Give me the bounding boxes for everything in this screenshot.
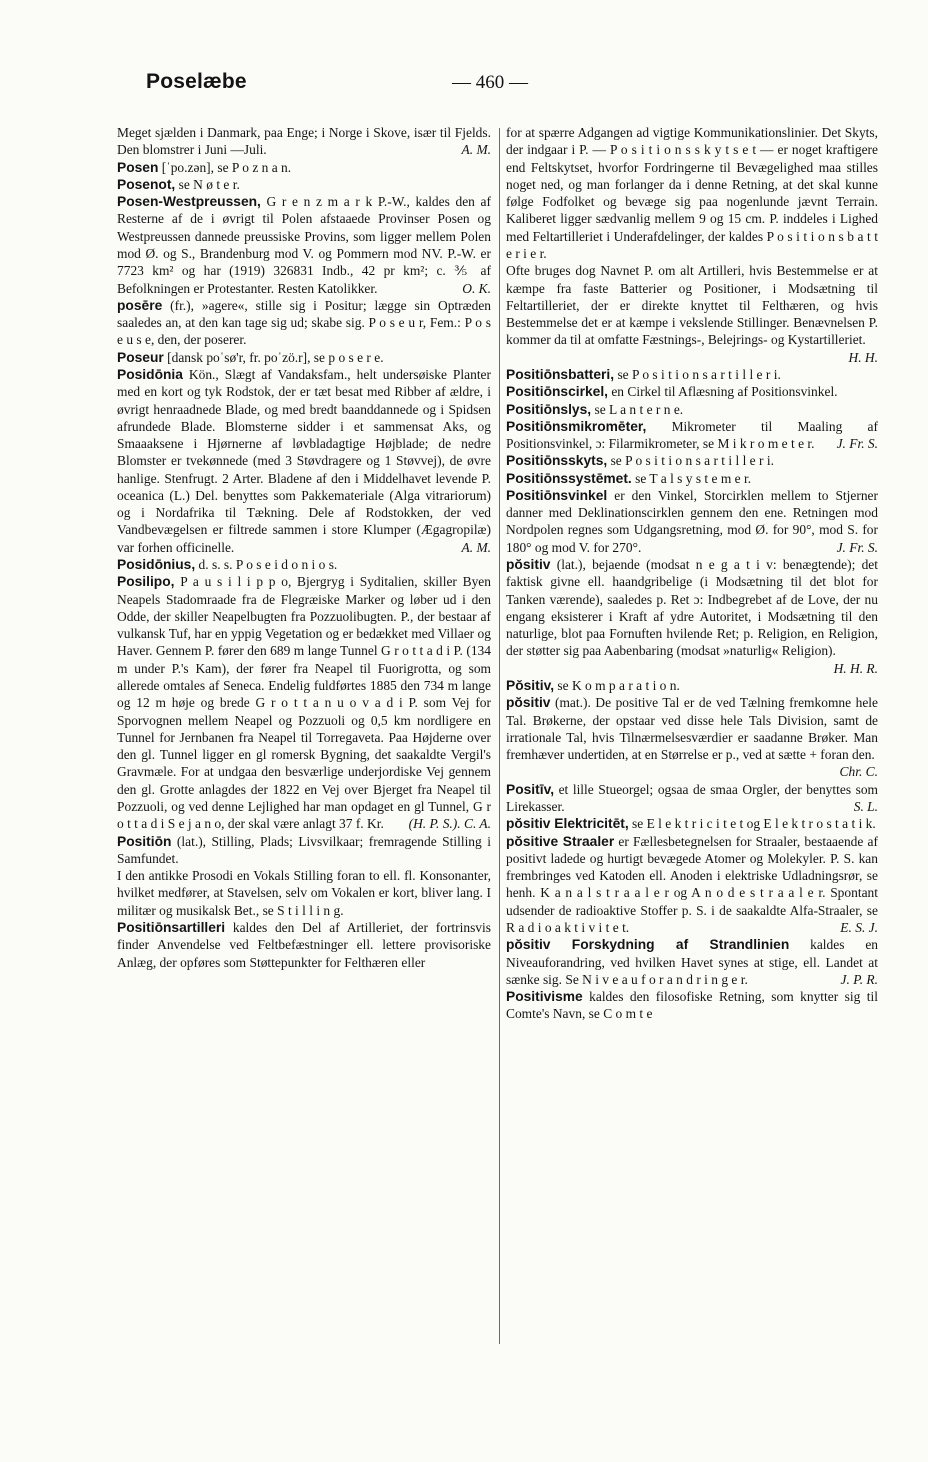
entry-text: d. s. s. P o s e i d o n i o s.	[195, 557, 338, 573]
page-header	[0, 62, 928, 102]
entry-text: se P o s i t i o n s a r t i l l e r i.	[607, 453, 774, 469]
entry-text: er Fællesbetegnelsen for Straaler, bestaaende af positivt ladede og hurtigt bevægede Atomer og Molekyler. P. S. kan frembringes ved Katoden ell. Anoden i elektriske Udladningsrør, se henh. K a n a l s t r a a l e r og A n o d e s t r a a l e r. Spontant udsender de radioaktive Stoffer p. S. i de saakaldte Alfa-Straaler, se R a d i o a k t i v i t e t.	[506, 833, 878, 935]
entry-headword: Positivisme	[506, 989, 583, 1005]
dictionary-entry	[117, 867, 491, 919]
dictionary-entry	[506, 677, 878, 694]
dictionary-entry	[506, 383, 878, 400]
dictionary-entry	[506, 452, 878, 469]
dictionary-entry	[117, 919, 491, 971]
dictionary-entry	[506, 988, 878, 1023]
author-signature: H. H. R.	[833, 660, 878, 676]
entry-text: Ofte bruges dog Navnet P. om alt Artilleri, hvis Bestemmelse er at kæmpe fra faste Batterier og Positioner, i Modsætning til Feltartilleriet, der er direkte knyttet til Felthæren, og hvis Bestemmelse det er at kæmpe i vekslende Stillinger. Benævnelsen P. kommer da til at omfatte Fæstnings-, Belejrings- og Kystartilleriet.	[506, 263, 878, 348]
author-signature: A. M.	[461, 142, 491, 158]
dictionary-entry	[117, 176, 491, 193]
entry-headword: Posilipo,	[117, 574, 175, 590]
entry-text: Meget sjælden i Danmark, paa Enge; i Norge i Skove, især til Fjelds. Den blomstrer i Juni —Juli.	[117, 125, 491, 158]
dictionary-entry	[506, 936, 878, 988]
entry-text: P a u s i l i p p o, Bjergryg i Syditalien, skiller Byen Neapels Stadomraade fra de Flegræiske Marker og løber ud i den Odde, der skiller Neapelbugten fra Pozzuolibugten. P., der bestaar af vulkansk Tuf, har en yppig Vegetation og er bedækket med Villaer og Haver. Gennem P. fører den 689 m lange Tunnel G r o t t a d i P. (134 m under P.'s Kam), der fører fra Neapel til Fuorigrotta, og som allerede omtales af Seneca. Endelig fuldførtes 1885 den 734 m lange og 12 m høje og brede G r o t t a n u o v a d i P. som Vej for Sporvognen mellem Neapel og Pozzuoli og 0,5 km nordligere en Tunnel for Jernbanen fra Neapel til Torregaveta. Paa Højderne over den gl. Tunnel ligger en gl romersk Bygning, det saakaldte Vergil's Gravmæle. For at undgaa den besværlige underjordiske Vej gennem den gl. Grotte anlagdes der 1822 en Vej over Bjerget fra Neapel til Pozzuoli, og ved denne Lejlighed har man opdaget en gl Tunnel, G r o t t a d i S e j a n o, der skal være anlagt 37 f. Kr.	[117, 574, 491, 832]
entry-headword: Positiōnsmikromēter,	[506, 418, 647, 434]
entry-text: er den Vinkel, Storcirklen mellem to Stjerner danner med Deklinationscirklen gennem den ene. Retningen mod Nordpolen regnes som Udgangsretning, mod Ø. for 90°, mod S. for 180° og mod V. for 270°.	[506, 487, 878, 555]
entry-headword: Positiōnscirkel,	[506, 384, 608, 400]
dictionary-entry	[117, 349, 491, 366]
author-signature: A. M.	[461, 539, 491, 555]
dictionary-entry	[506, 833, 878, 937]
entry-headword: Positiōnsvinkel	[506, 487, 608, 503]
entry-headword: pŏsitive Straaler	[506, 833, 615, 849]
entry-headword: Positiōnsartilleri	[117, 919, 226, 935]
dictionary-entry	[506, 694, 878, 780]
entry-text: kaldes den filosofiske Retning, som knytter sig til Comte's Navn, se C o m t e	[506, 989, 878, 1022]
dictionary-entry	[506, 781, 878, 816]
dictionary-entry	[506, 366, 878, 383]
entry-text: Kön., Slægt af Vandaksfam., helt undersøiske Planter med en kort og tyk Rodstok, der er tæt besat med Ribber af ældre, i øvrigt henraadnede Blade, og med bredt baanddannede og i Spidsen afrundede Blade. Blomsterne sidder i et sammensat Aks, og Smaaaksene i Hjørnerne af løvbladagtige Højblade; de nedre Blomster er tvekønnede (med 3 Støvdragere og 1 Støvvej), de øvre hanlige. Stenfrugt. 2 Arter. Bladene af den i Middelhavet levende P. oceanica (L.) Del. benyttes som Pakkemateriale (Alga vitrariorum) og i Nordafrika til Tækning. Dele af Rodstokken, der ved Vandbevægelsen er filtrede sammen i store Klumper (Ægagropilæ) var forhen officinelle.	[117, 366, 491, 555]
entry-text: (mat.). De positive Tal er de ved Tælning fremkomne hele Tal. Brøkerne, der opstaar ved disse hele Tals Division, samt de irrationale Tal, hvis Tilnærmelsesværdier er saadanne Brøker. Man fremhæver undertiden, at en Størrelse er p., ved at sætte + foran den.	[506, 695, 878, 763]
dictionary-entry	[506, 815, 878, 832]
dictionary-entry	[117, 366, 491, 556]
author-signature: E. S. J.	[840, 919, 878, 935]
entry-headword: Poseur	[117, 349, 164, 365]
author-signature: H. H.	[848, 349, 878, 365]
entry-headword: Positiōnsskyts,	[506, 453, 608, 469]
entry-text: (fr.), »agere«, stille sig i Positur; lægge sin Optræden saaledes an, at den kan tage sig ud; skabe sig. P o s e u r, Fem.: P o s e u s e, den, der poserer.	[117, 297, 491, 348]
entry-text: I den antikke Prosodi en Vokals Stilling foran to ell. fl. Konsonanter, hvilket medfører, at Stavelsen, selv om Vokalen er kort, bliver lang. I militær og musikalsk Bet., se S t i l l i n g.	[117, 868, 491, 918]
page-number: — 460 —	[452, 72, 528, 93]
dictionary-entry	[117, 124, 491, 159]
entry-text: kaldes en Niveauforandring, ved hvilken Havet synes at stige, ell. Landet at sænke sig. Se N i v e a u f o r a n d r i n g e r.	[506, 937, 879, 987]
entry-text: et lille Stueorgel; ogsaa de smaa Orgler, der benyttes som Lirekasser.	[506, 781, 878, 814]
entry-headword: pŏsitiv Forskydning af Strandlinien	[506, 937, 790, 953]
entry-text: se L a n t e r n e.	[591, 401, 684, 417]
entry-headword: Positiōnsbatteri,	[506, 366, 615, 382]
entry-headword: Positiōn	[117, 833, 172, 849]
dictionary-entry	[117, 159, 491, 176]
dictionary-entry	[506, 487, 878, 556]
entry-headword: Positiōnssystēmet.	[506, 470, 632, 486]
entry-headword: Positiōnslys,	[506, 401, 592, 417]
entry-headword: Posenot,	[117, 176, 176, 192]
entry-text: [ˈpo.zən], se P o z n a n.	[158, 159, 292, 175]
author-signature: J. Fr. S.	[836, 436, 878, 452]
dictionary-entry	[117, 297, 491, 349]
author-signature: Chr. C.	[839, 764, 878, 780]
dictionary-entry	[117, 833, 491, 868]
dictionary-entry	[506, 556, 878, 677]
entry-text: kaldes den Del af Artilleriet, der fortrinsvis finder Anvendelse ved Feltbefæstninger ell. lettere provisoriske Anlæg, der opføres som Støttepunkter for Felthæren eller	[117, 919, 491, 970]
dictionary-entry	[506, 470, 878, 487]
dictionary-entry	[506, 124, 878, 262]
left-column	[117, 124, 491, 971]
author-signature: O. K.	[462, 280, 491, 296]
entry-text: en Cirkel til Aflæsning af Positionsvinkel.	[607, 384, 838, 400]
entry-headword: Posidōnius,	[117, 557, 196, 573]
entry-headword: Posen	[117, 159, 159, 175]
entry-text: [dansk poˈsø'r, fr. poˈzö.r], se p o s e r e.	[163, 349, 384, 365]
entry-text: se T a l s y s t e m e r.	[631, 470, 752, 486]
entry-text: (lat.), Stilling, Plads; Livsvilkaar; fremragende Stilling i Samfundet.	[117, 833, 491, 866]
entry-text: se K o m p a r a t i o n.	[554, 678, 680, 693]
dictionary-entry	[506, 262, 878, 366]
entry-headword: pŏsitiv Elektricitēt,	[506, 816, 629, 832]
entry-headword: Posidōnia	[117, 366, 183, 382]
entry-headword: Posen-Westpreussen,	[117, 194, 261, 210]
author-signature: J. Fr. S.	[836, 539, 878, 555]
entry-headword: Positīv,	[506, 781, 555, 797]
dictionary-entry	[117, 573, 491, 832]
entry-text: se P o s i t i o n s a r t i l l e r i.	[614, 366, 781, 382]
author-signature: S. L.	[853, 798, 878, 814]
entry-text: G r e n z m a r k P.-W., kaldes den af Resterne af de i øvrigt til Polen afstaaede Provinser Posen og Westpreussen dannede preussiske Provins, som ligger mellem Polen mod Ø. og S., Brandenburg mod V. og Pommern mod NV. P.-W. er 7723 km² og har (1919) 326831 Indb., 42 pr km²; c. ⅗ af Befolkningen er Protestanter. Resten Katolikker.	[117, 194, 491, 296]
dictionary-entry	[117, 556, 491, 573]
entry-text: se E l e k t r i c i t e t og E l e k t r o s t a t i k.	[628, 816, 876, 832]
dictionary-entry	[117, 193, 491, 297]
entry-headword: pŏsitiv	[506, 695, 551, 711]
entry-text: Mikrometer til Maaling af Positionsvinkel, ɔ: Filarmikrometer, se M i k r o m e t e r.	[506, 418, 878, 452]
entry-text: se N ø t e r.	[175, 176, 240, 192]
entry-headword: Pŏsitiv,	[506, 678, 555, 693]
author-signature: (H. P. S.). C. A.	[408, 816, 491, 832]
entry-headword: pŏsitiv	[506, 557, 551, 573]
entry-text: for at spærre Adgangen ad vigtige Kommunikationslinier. Det Skyts, der indgaar i P. — P o s i t i o n s s k y t s e t — er noget kraftigere end Feltskytset, hvorfor Fordringerne til Bevægelighed maa stilles noget ned, og man forlanger da i denne Retning, at det skal kunne følge Fodfolket og bevæge sig paa nogenlunde jævnt Terrain. Kaliberet ligger sædvanlig mellem 9 og 15 cm. P. inddeles i Lighed med Feltartilleriet i Underafdelinger, der kaldes P o s i t i o n s b a t t e r i e r.	[506, 125, 878, 261]
entry-headword: posēre	[117, 297, 163, 313]
running-head: Poselæbe	[146, 70, 247, 93]
dictionary-entry	[506, 418, 878, 453]
author-signature: J. P. R.	[840, 971, 878, 987]
entry-text: (lat.), bejaende (modsat n e g a t i v: benægtende); det faktisk givne ell. haandgribelige (i Modsætning til det blot for Tanken værende), saaledes p. Ret ɔ: Indbegrebet af de Love, der nu engang eksisterer i Kraft af ydre Autoritet, i Modsætning til den naturlige, blot paa Fornuften hvilende Ret; p. Religion, en Religion, der støtter sig paa Aabenbaring (modsat »naturlig« Religion).	[506, 557, 878, 659]
dictionary-entry	[506, 401, 878, 418]
right-column	[506, 124, 878, 1023]
column-divider	[499, 128, 500, 1344]
